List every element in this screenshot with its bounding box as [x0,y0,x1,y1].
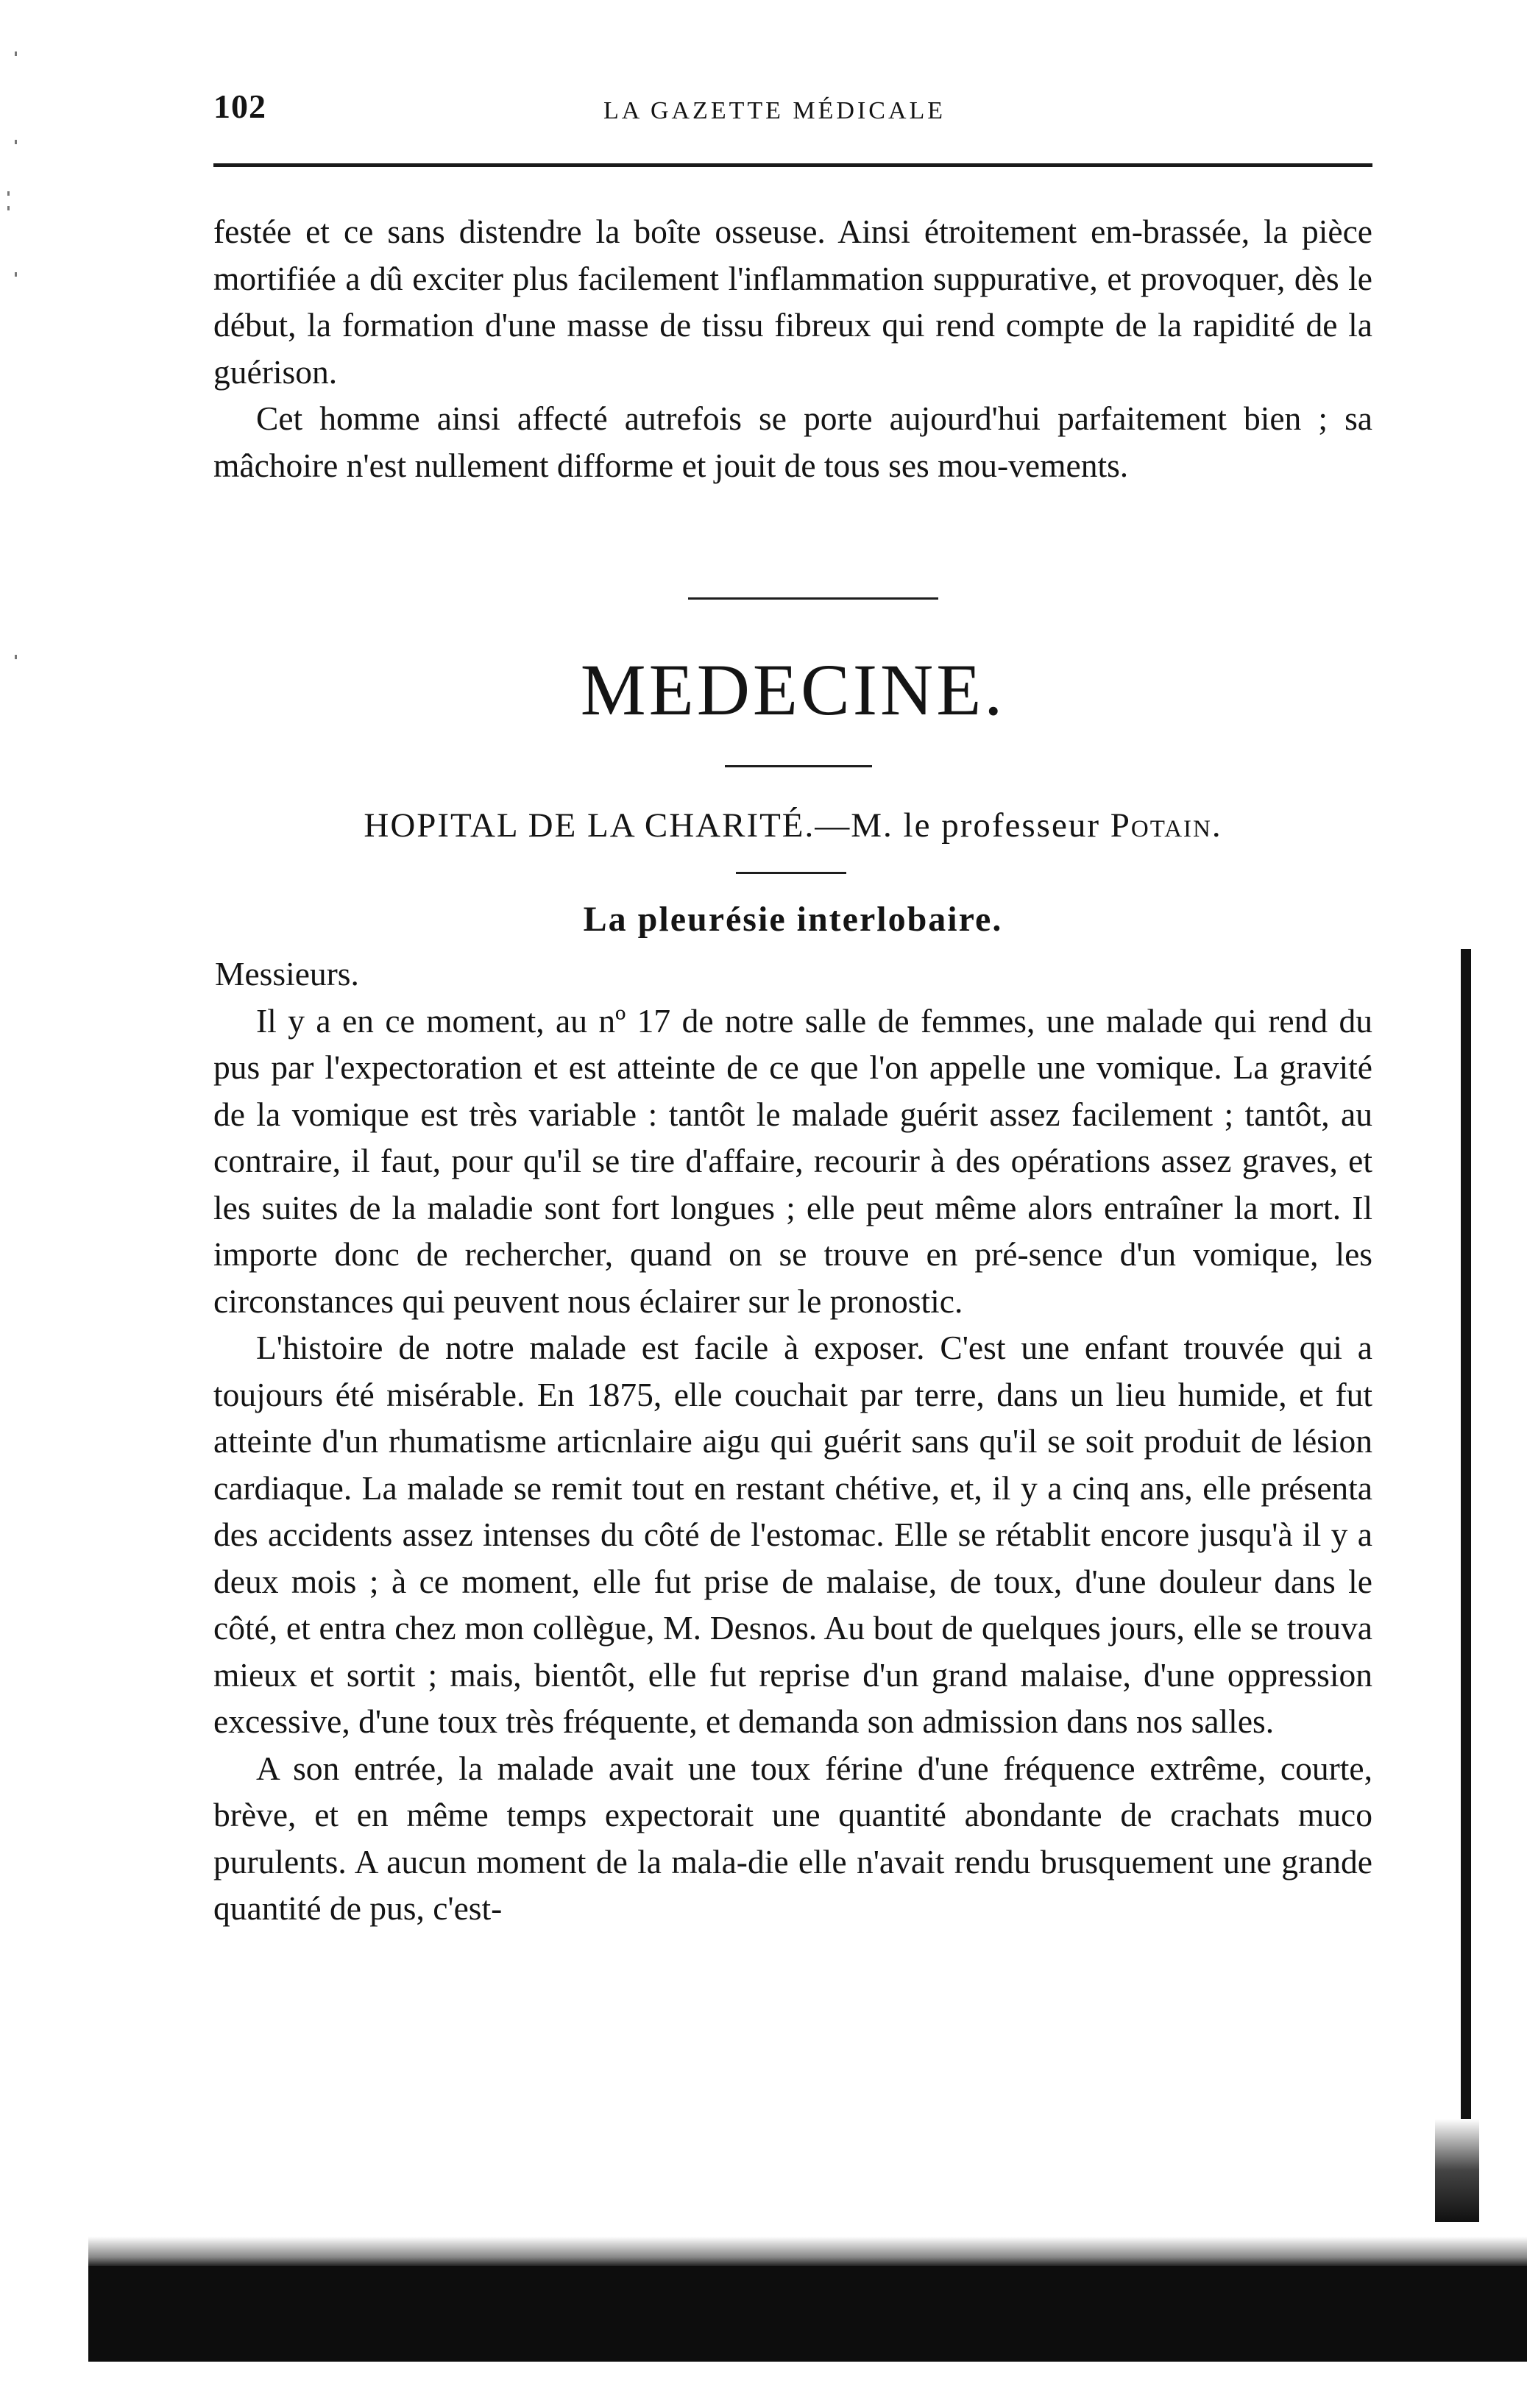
article-paragraph: Il y a en ce moment, au nº 17 de notre salle de femmes, une malade qui rend du pus par l'expectoration et est atteinte de ce que l'on appelle une vomique. La gravité de la vomique est très variable : tantôt le malade guérit assez facilement ; tantôt, au contraire, il faut, pour qu'il se tire d'affaire, recourir à des opérations assez graves, et les suites de la maladie sont fort longues ; elle peut même alors entraîner la mort. Il importe donc de rechercher, quand on se trouve en pré-sence d'un vomique, les circonstances qui peuvent nous éclairer sur le pronostic. [213,1001,1372,1320]
page-corner-shadow [1435,2119,1479,2222]
page-number: 102 [213,88,266,125]
section-title: MEDECINE. [580,649,1006,731]
continuation-text [213,208,1372,489]
hospital-line [213,802,1372,849]
section-separator [688,597,938,600]
running-title: LA GAZETTE MÉDICALE [603,97,946,124]
subtitle-rule [736,872,846,874]
continuation-paragraph: festée et ce sans distendre la boîte osseuse. Ainsi étroitement em-brassée, la pièce mortifiée a dû exciter plus facilement l'inflammation suppurative, et provoquer, dès le début, la formation d'une masse de tissu fibreux qui rend compte de la rapidité de la guérison. [213,213,1372,391]
hospital-name: HOPITAL DE LA CHARITÉ.—M. le professeur [364,806,1110,845]
continuation-paragraph: Cet homme ainsi affecté autrefois se porte aujourd'hui parfaitement bien ; sa mâchoire n'est nullement difforme et jouit de tous ses mou-vements. [213,399,1372,484]
professor-name: Potain. [1110,806,1222,845]
scan-bottom-gradient [88,2237,1527,2266]
article-body [213,951,1372,1932]
scan-specks [0,52,29,714]
article-paragraph: A son entrée, la malade avait une toux férine d'une fréquence extrême, courte, brève, et en même temps expectorait une quantité abondante de crachats muco purulents. A aucun moment de la mala-die elle n'avait rendu brusquement une grande quantité de pus, c'est- [213,1749,1372,1927]
article-greeting: Messieurs. [215,955,359,992]
title-rule [725,765,872,767]
page-header [213,87,1372,138]
article-paragraph: L'histoire de notre malade est facile à exposer. C'est une enfant trouvée qui a toujours été misérable. En 1875, elle couchait par terre, dans un lieu humide, et fut atteinte d'un rhumatisme articnlaire aigu qui guérit sans qu'il se soit produit de lésion cardiaque. La malade se remit tout en restant chétive, et, il y a cinq ans, elle présenta des accidents assez intenses du côté de l'estomac. Elle se rétablit encore jusqu'à il y a deux mois ; à ce moment, elle fut prise de malaise, de toux, d'une douleur dans le côté, et entra chez mon collègue, M. Desnos. Au bout de quelques jours, elle se trouva mieux et sortit ; mais, bientôt, elle fut reprise d'un grand malaise, d'une oppression excessive, d'une toux très fréquente, et demanda son admission dans nos salles. [213,1329,1372,1740]
article-title: La pleurésie interlobaire. [583,900,1003,939]
page-edge-shadow [1461,949,1471,2163]
scan-bottom-border [88,2266,1527,2362]
header-rule [213,163,1372,167]
